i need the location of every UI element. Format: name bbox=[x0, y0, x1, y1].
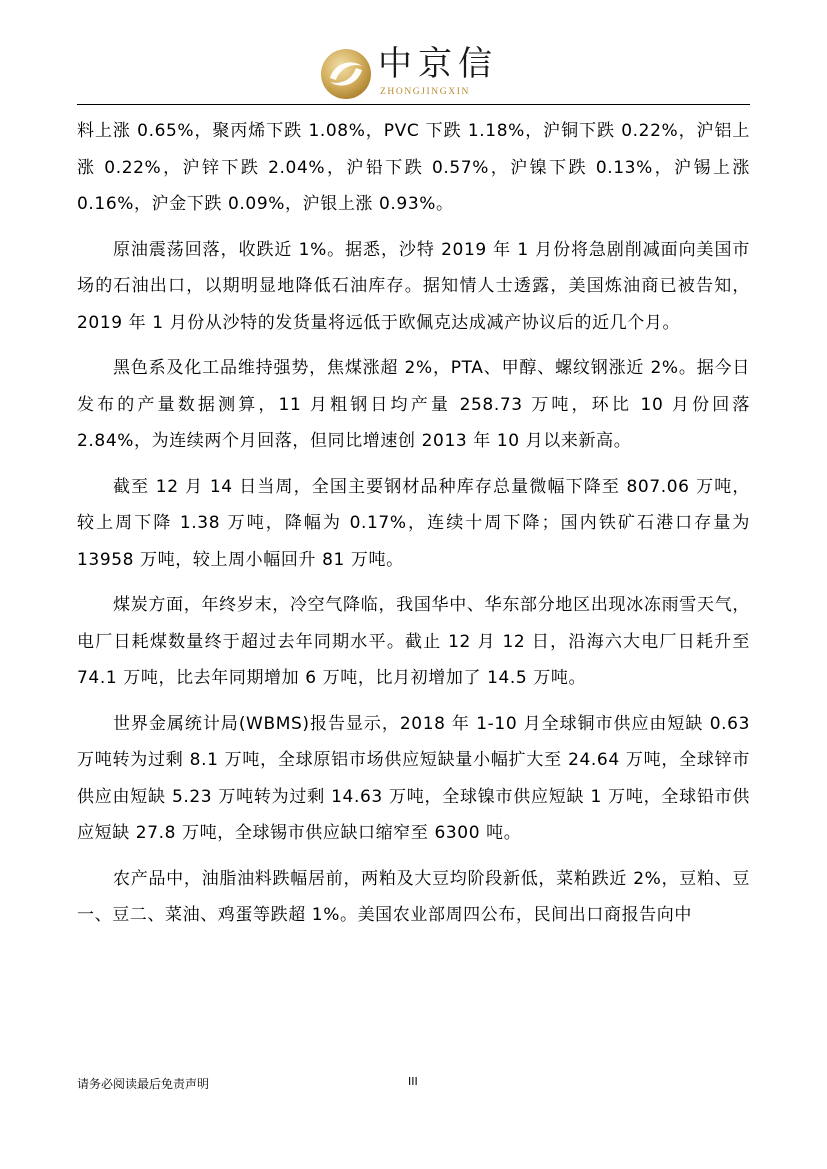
brand-name: 中京信 bbox=[378, 44, 498, 84]
paragraph-crude-oil: 原油震荡回落，收跌近 1%。据悉，沙特 2019 年 1 月份将急剧削减面向美国市场的石油出口，以期明显地降低石油库存。据知情人士透露，美国炼油商已被告知，2019 年 1 月份从沙特的发货量将远低于欧佩克达成减产协议后的近几个月。 bbox=[77, 239, 750, 333]
header-divider bbox=[77, 104, 750, 105]
paragraph-wbms-metals: 世界金属统计局(WBMS)报告显示，2018 年 1-10 月全球铜市供应由短缺 0.63 万吨转为过剩 8.1 万吨，全球原铝市场供应短缺量小幅扩大至 24.64 万吨，全球锌市供应由短缺 5.23 万吨转为过剩 14.63 万吨，全球镍市供应短缺 1 万吨，全球铅市供应短缺 27.8 万吨，全球锡市供应缺口缩窄至 6300 吨。 bbox=[77, 713, 750, 843]
company-logo-icon bbox=[320, 48, 372, 100]
paragraph-commodity-moves: 料上涨 0.65%，聚丙烯下跌 1.08%，PVC 下跌 1.18%，沪铜下跌 0.22%，沪铝上涨 0.22%，沪锌下跌 2.04%，沪铅下跌 0.57%，沪镍下跌 0.13%，沪锡上涨 0.16%，沪金下跌 0.09%，沪银上涨 0.93%。 bbox=[77, 121, 750, 214]
paragraph-agriculture: 农产品中，油脂油料跌幅居前，两粕及大豆均阶段新低，菜粕跌近 2%，豆粕、豆一、豆二、菜油、鸡蛋等跌超 1%。美国农业部周四公布，民间出口商报告向中 bbox=[77, 868, 750, 925]
paragraph-coal: 煤炭方面，年终岁末，冷空气降临，我国华中、华东部分地区出现冰冻雨雪天气，电厂日耗煤数量终于超过去年同期水平。截止 12 月 12 日，沿海六大电厂日耗升至 74.1 万吨，比去年同期增加 6 万吨，比月初增加了 14.5 万吨。 bbox=[77, 595, 750, 688]
paragraph-ferrous-chemicals: 黑色系及化工品维持强势，焦煤涨超 2%，PTA、甲醇、螺纹钢涨近 2%。据今日发布的产量数据测算，11 月粗钢日均产量 258.73 万吨，环比 10 月份回落 2.84%，为连续两个月回落，但同比增速创 2013 年 10 月以来新高。 bbox=[77, 358, 750, 451]
brand-pinyin: ZHONGJINGXIN bbox=[380, 87, 470, 97]
page-header bbox=[0, 0, 827, 108]
paragraph-steel-inventory: 截至 12 月 14 日当周，全国主要钢材品种库存总量微幅下降至 807.06 万吨，较上周下降 1.38 万吨，降幅为 0.17%，连续十周下降；国内铁矿石港口存量为 13958 万吨，较上周小幅回升 81 万吨。 bbox=[77, 476, 750, 570]
footer-disclaimer: 请务必阅读最后免责声明 bbox=[77, 1077, 210, 1091]
page-number: III bbox=[408, 1075, 418, 1088]
report-body bbox=[77, 113, 750, 934]
